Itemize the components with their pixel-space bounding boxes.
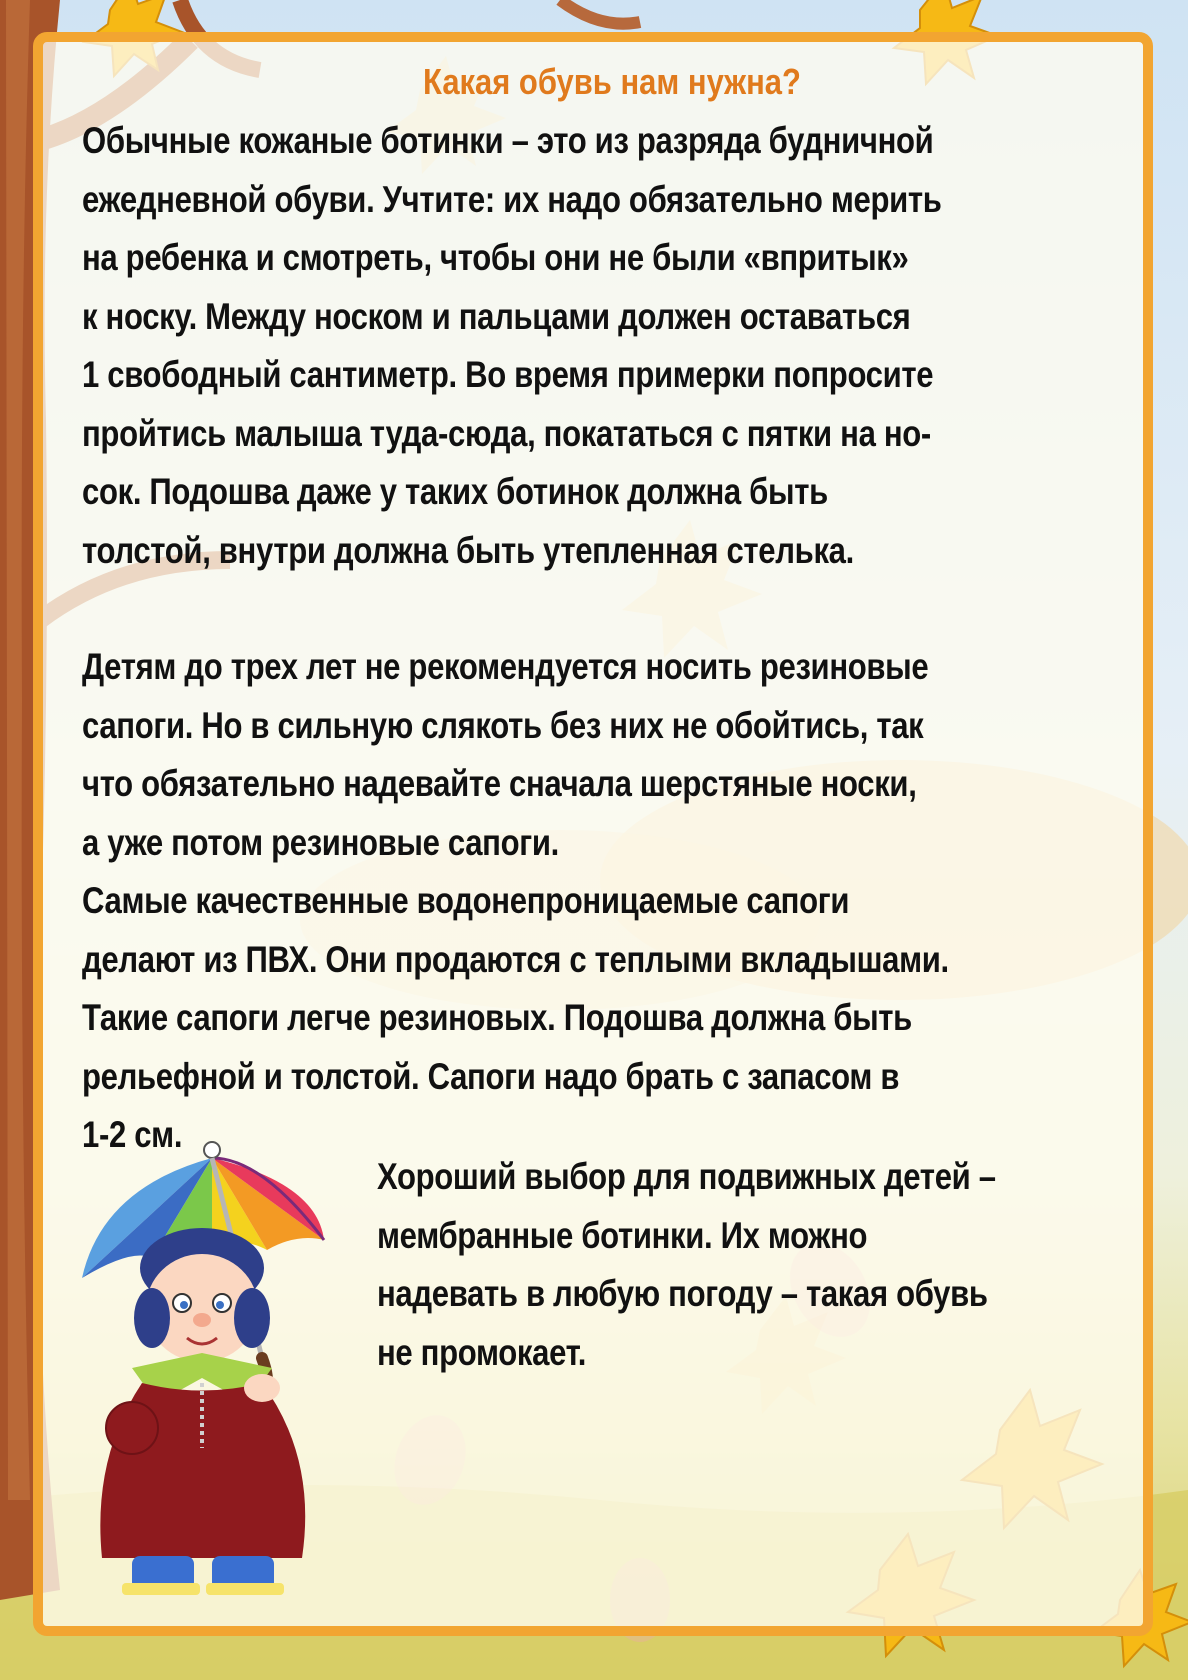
paragraph-pvc-boots — [82, 872, 1140, 1165]
text-line: сок. Подошва даже у таких ботинок должна быть — [82, 471, 828, 512]
text-line: к носку. Между носком и пальцами должен оставаться — [82, 295, 911, 337]
text-line: что обязательно надевайте сначала шерстяные носки, — [82, 763, 917, 804]
text-line: Хороший выбор для подвижных детей – — [377, 1156, 996, 1197]
text-line: 1-2 см. — [82, 1114, 183, 1155]
text-line: сапоги. Но в сильную слякоть без них не обойтись, так — [82, 704, 924, 746]
paragraph-rubber-boots — [82, 638, 1140, 872]
text-line: надевать в любую погоду – такая обувь — [377, 1273, 988, 1314]
text-line: Детям до трех лет не рекомендуется носить резиновые — [82, 646, 929, 687]
paragraph-leather-boots — [82, 112, 1140, 580]
text-line: рельефной и толстой. Сапоги надо брать с запасом в — [82, 1055, 900, 1097]
paragraph-membrane-boots — [377, 1148, 1032, 1382]
text-line: мембранные ботинки. Их можно — [377, 1214, 868, 1256]
page-title: Какая обувь нам нужна? — [423, 61, 801, 102]
text-line: ежедневной обуви. Учтите: их надо обязательно мерить — [82, 178, 942, 220]
text-line: на ребенка и смотреть, чтобы они не были «впритык» — [82, 237, 909, 278]
text-line: Такие сапоги легче резиновых. Подошва должна быть — [82, 997, 912, 1038]
text-line: не промокает. — [377, 1331, 587, 1373]
text-line: Обычные кожаные ботинки – это из разряда будничной — [82, 120, 934, 161]
child-with-umbrella-illustration — [62, 1128, 362, 1598]
text-line: 1 свободный сантиметр. Во время примерки попросите — [82, 354, 934, 395]
text-line: делают из ПВХ. Они продаются с теплыми вкладышами. — [82, 938, 949, 980]
text-line: толстой, внутри должна быть утепленная стелька. — [82, 529, 854, 571]
text-line: пройтись малыша туда-сюда, покататься с пятки на но- — [82, 412, 931, 454]
text-line: Самые качественные водонепроницаемые сапоги — [82, 880, 850, 921]
article — [82, 58, 1142, 1165]
text-line: а уже потом резиновые сапоги. — [82, 821, 559, 863]
